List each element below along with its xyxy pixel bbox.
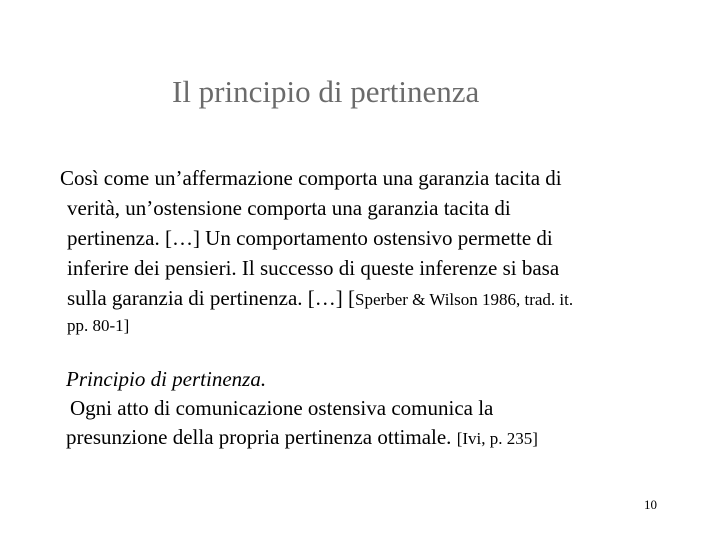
quote-citation: Sperber & Wilson 1986, trad. it. <box>355 290 574 309</box>
quote-line: Così come un’affermazione comporta una garanzia tacita di <box>60 166 562 190</box>
quote-line: sulla garanzia di pertinenza. […] <box>67 286 349 310</box>
quote-citation-pages: pp. 80-1] <box>67 316 130 335</box>
principle-line: presunzione della propria pertinenza ottimale. <box>66 425 457 449</box>
citation-open-bracket: [ <box>348 286 356 310</box>
principle-block <box>66 365 706 453</box>
principle-line: Ogni atto di comunicazione ostensiva comunica la <box>70 396 494 420</box>
slide-title: Il principio di pertinenza <box>172 74 480 109</box>
quote-line: inferire dei pensieri. Il successo di queste inferenze si basa <box>67 256 560 280</box>
principle-heading: Principio di pertinenza. <box>66 367 267 391</box>
quote-line: pertinenza. […] Un comportamento ostensivo permette di <box>67 226 553 250</box>
quote-block <box>60 163 700 341</box>
page-number: 10 <box>644 497 657 512</box>
quote-line: verità, un’ostensione comporta una garanzia tacita di <box>67 196 511 220</box>
principle-citation: [Ivi, p. 235] <box>456 429 538 448</box>
principle-line-with-citation <box>66 423 706 453</box>
